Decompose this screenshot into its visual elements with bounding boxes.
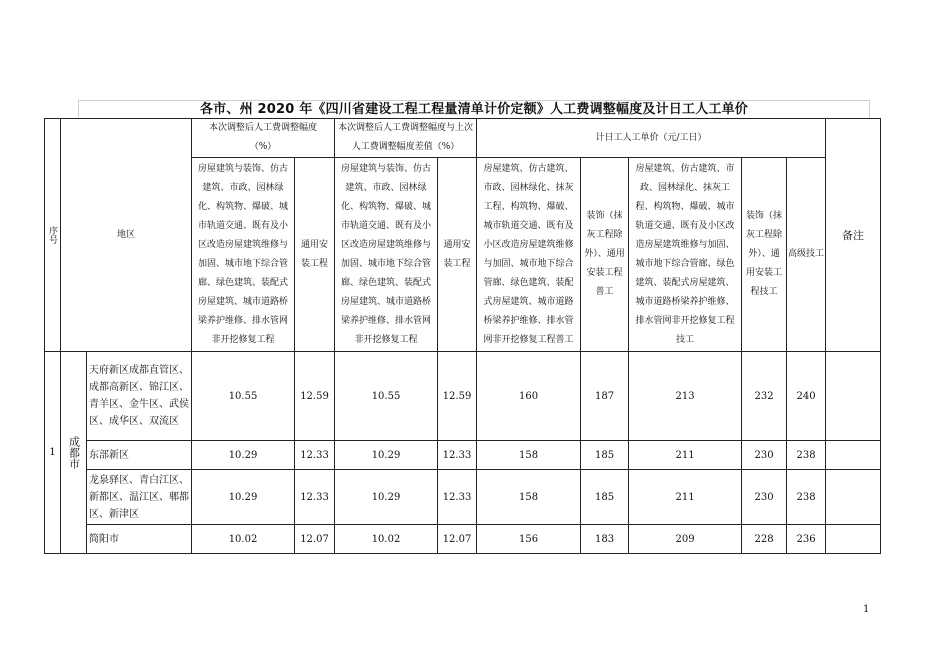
- page-number: 1: [863, 604, 870, 615]
- value-cell: 12.33: [295, 441, 335, 470]
- value-cell: 211: [629, 470, 742, 525]
- value-cell: 10.29: [335, 441, 438, 470]
- g3-col3-header: 房屋建筑、仿古建筑、市政、园林绿化、抹灰工程、构筑物、爆破、城市轨道交通、既有及小区改造房屋建筑维修与加固、城市地下综合管廊、绿色建筑、装配式房屋建筑、城市道路桥梁养护维修、排水管网非开挖修复工程技工: [629, 158, 742, 352]
- value-cell: 12.59: [295, 352, 335, 441]
- area-cell: 简阳市: [87, 525, 192, 554]
- value-cell: 10.02: [192, 525, 295, 554]
- g3-col1-header: 房屋建筑、仿古建筑、市政、园林绿化、抹灰工程、构筑物、爆破、城市轨道交通、既有及小区改造房屋建筑维修与加固、城市地下综合管廊、绿色建筑、装配式房屋建筑、城市道路桥梁养护维修、排水管网非开挖修复工程普工: [477, 158, 581, 352]
- seq-cell: 1: [45, 352, 61, 554]
- value-cell: 228: [742, 525, 787, 554]
- value-cell: 158: [477, 441, 581, 470]
- value-cell: 158: [477, 470, 581, 525]
- group1-header: 本次调整后人工费调整幅度（%）: [192, 119, 335, 158]
- value-cell: 10.29: [335, 470, 438, 525]
- value-cell: 238: [787, 441, 826, 470]
- labor-cost-table: [44, 118, 881, 554]
- table-row: [45, 441, 881, 470]
- value-cell: 156: [477, 525, 581, 554]
- value-cell: 213: [629, 352, 742, 441]
- g3-col5-header: 高级技工: [787, 158, 826, 352]
- value-cell: 12.59: [438, 352, 477, 441]
- g1-col2-header: 通用安装工程: [295, 158, 335, 352]
- remark-cell: [826, 470, 881, 525]
- remark-cell: [826, 441, 881, 470]
- value-cell: 10.29: [192, 441, 295, 470]
- table-row: [45, 525, 881, 554]
- value-cell: 10.55: [192, 352, 295, 441]
- city-cell: [61, 352, 87, 554]
- value-cell: 236: [787, 525, 826, 554]
- value-cell: 185: [581, 470, 629, 525]
- value-cell: 10.02: [335, 525, 438, 554]
- g1-col1-header: 房屋建筑与装饰、仿古建筑、市政、园林绿化、构筑物、爆破、城市轨道交通、既有及小区改造房屋建筑维修与加固、城市地下综合管廊、绿色建筑、装配式房屋建筑、城市道路桥梁养护维修、排水管网非开挖修复工程: [192, 158, 295, 352]
- value-cell: 12.07: [438, 525, 477, 554]
- value-cell: 230: [742, 441, 787, 470]
- value-cell: 187: [581, 352, 629, 441]
- value-cell: 211: [629, 441, 742, 470]
- remark-cell: [826, 352, 881, 441]
- value-cell: 230: [742, 470, 787, 525]
- g2-col2-header: 通用安装工程: [438, 158, 477, 352]
- area-cell: 天府新区成都直管区、成都高新区、锦江区、青羊区、金牛区、武侯区、成华区、双流区: [87, 352, 192, 441]
- value-cell: 238: [787, 470, 826, 525]
- value-cell: 10.29: [192, 470, 295, 525]
- seq-header: 序号: [47, 226, 57, 244]
- g3-col2-header: 装饰（抹灰工程除外）、通用安装工程普工: [581, 158, 629, 352]
- value-cell: 12.33: [438, 470, 477, 525]
- value-cell: 12.33: [295, 470, 335, 525]
- value-cell: 10.55: [335, 352, 438, 441]
- value-cell: 232: [742, 352, 787, 441]
- value-cell: 160: [477, 352, 581, 441]
- table-row: [45, 470, 881, 525]
- g2-col1-header: 房屋建筑与装饰、仿古建筑、市政、园林绿化、构筑物、爆破、城市轨道交通、既有及小区改造房屋建筑维修与加固、城市地下综合管廊、绿色建筑、装配式房屋建筑、城市道路桥梁养护维修、排水管网非开挖修复工程: [335, 158, 438, 352]
- value-cell: 240: [787, 352, 826, 441]
- g3-col4-header: 装饰（抹灰工程除外）、通用安装工程技工: [742, 158, 787, 352]
- area-cell: 龙泉驿区、青白江区、新都区、温江区、郫都区、新津区: [87, 470, 192, 525]
- city-name: 成都市: [67, 436, 81, 469]
- group3-header: 计日工人工单价（元/工日）: [477, 119, 826, 158]
- area-header: 地区: [61, 119, 192, 352]
- value-cell: 185: [581, 441, 629, 470]
- value-cell: 12.33: [438, 441, 477, 470]
- value-cell: 209: [629, 525, 742, 554]
- header-row-1: [45, 119, 881, 158]
- value-cell: 12.07: [295, 525, 335, 554]
- area-cell: 东部新区: [87, 441, 192, 470]
- remark-cell: [826, 525, 881, 554]
- remark-header: 备注: [826, 119, 881, 352]
- value-cell: 183: [581, 525, 629, 554]
- table-title: 各市、州 2020 年《四川省建设工程工程量清单计价定额》人工费调整幅度及计日工人工单价: [78, 100, 870, 119]
- seq-header-cell: [45, 119, 61, 352]
- group2-header: 本次调整后人工费调整幅度与上次人工费调整幅度差值（%）: [335, 119, 477, 158]
- table-row: [45, 352, 881, 441]
